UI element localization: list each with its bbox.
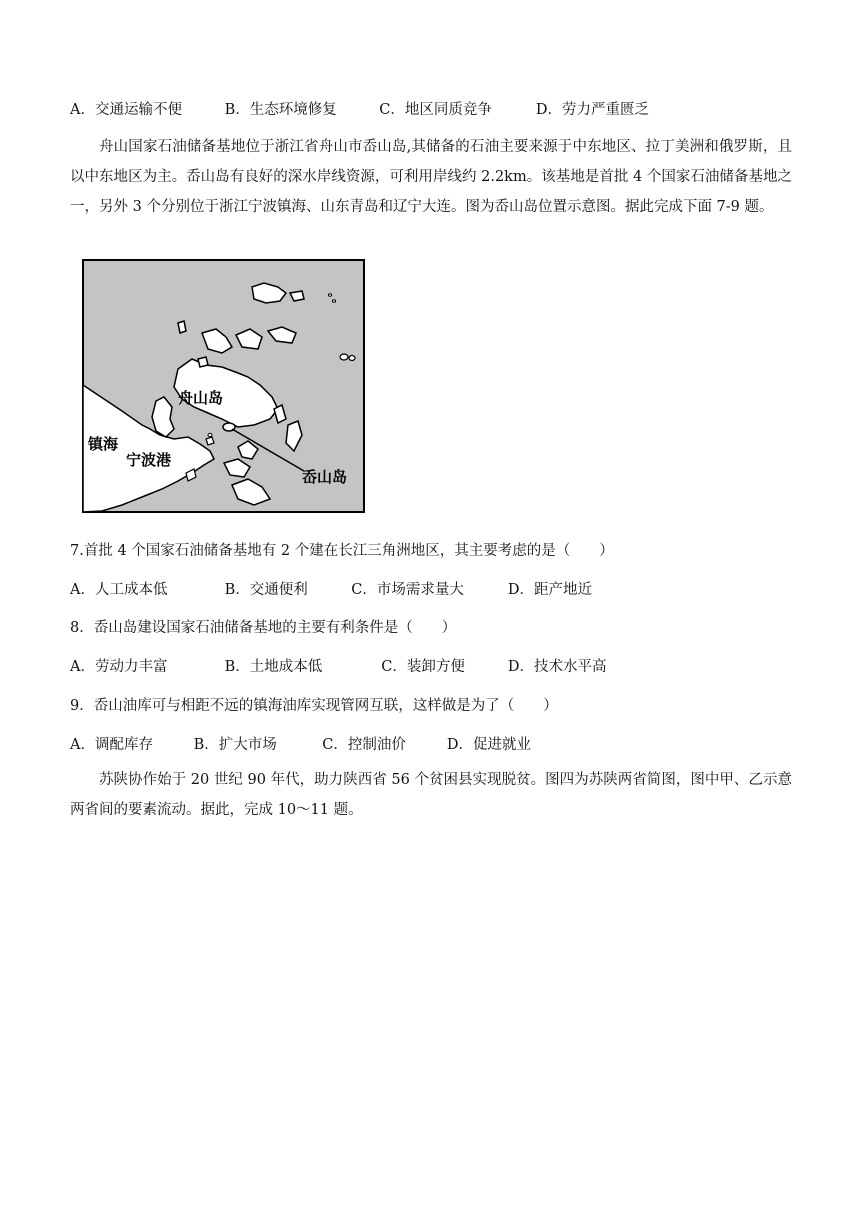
q9-option-a: A．调配库存: [70, 737, 153, 753]
q9-option-c: C．控制油价: [322, 737, 406, 753]
q9-stem: 9．岙山油库可与相距不远的镇海油库实现管网互联，这样做是为了（ ）: [70, 698, 558, 714]
q6-option-b: B．生态环境修复: [224, 102, 337, 118]
q9-options: [70, 733, 531, 754]
q6-options: [70, 98, 649, 119]
q7-stem: 7.首批 4 个国家石油储备基地有 2 个建在长江三角洲地区，其主要考虑的是（ ）: [70, 543, 614, 559]
island: [349, 356, 355, 361]
q9-option-d: D．促进就业: [446, 737, 531, 753]
q8-option-c: C．装卸方便: [381, 659, 465, 675]
label-zhenhai: 镇海: [88, 435, 119, 453]
q8-option-a: A．劳动力丰富: [70, 659, 168, 675]
q6-option-d: D．劳力严重匮乏: [535, 102, 649, 118]
q8-options: [70, 655, 606, 676]
island: [328, 294, 331, 297]
label-zhoushan: 舟山岛: [178, 389, 224, 407]
intro-paragraph-7-9: 舟山国家石油储备基地位于浙江省舟山市岙山岛,其储备的石油主要来源于中东地区、拉丁美洲和俄罗斯，且以中东地区为主。岙山岛有良好的深水岸线资源，可利用岸线约 2.2km。该基地是首批 4 个国家石油储备基地之一，另外 3 个分别位于浙江宁波镇海、山东青岛和辽宁大连。图为岙山岛位置示意图。据此完成下面 7-9 题。: [70, 139, 792, 215]
island: [178, 321, 186, 333]
island: [332, 300, 335, 303]
label-aoshan: 岙山岛: [302, 468, 348, 486]
q8-option-b: B．土地成本低: [224, 659, 323, 675]
q7-option-c: C．市场需求量大: [351, 582, 464, 598]
q8-option-d: D．技术水平高: [507, 659, 607, 675]
q6-option-c: C．地区同质竞争: [379, 102, 492, 118]
island: [340, 354, 348, 360]
q8-stem: 8．岙山岛建设国家石油储备基地的主要有利条件是（ ）: [70, 620, 457, 636]
q6-option-a: A．交通运输不便: [70, 102, 182, 118]
aoshan-location-map: [82, 259, 365, 513]
island: [206, 437, 214, 445]
label-ningbo: 宁波港: [126, 451, 172, 469]
q9-option-b: B．扩大市场: [193, 737, 277, 753]
q7-options: [70, 578, 592, 599]
intro-paragraph-10-11: 苏陕协作始于 20 世纪 90 年代，助力陕西省 56 个贫困县实现脱贫。图四为苏陕两省简图，图中甲、乙示意两省间的要素流动。据此，完成 10～11 题。: [70, 772, 792, 818]
q7-option-b: B．交通便利: [224, 582, 308, 598]
island: [198, 357, 208, 367]
q7-option-a: A．人工成本低: [70, 582, 168, 598]
island: [208, 433, 212, 436]
q7-option-d: D．距产地近: [507, 582, 592, 598]
